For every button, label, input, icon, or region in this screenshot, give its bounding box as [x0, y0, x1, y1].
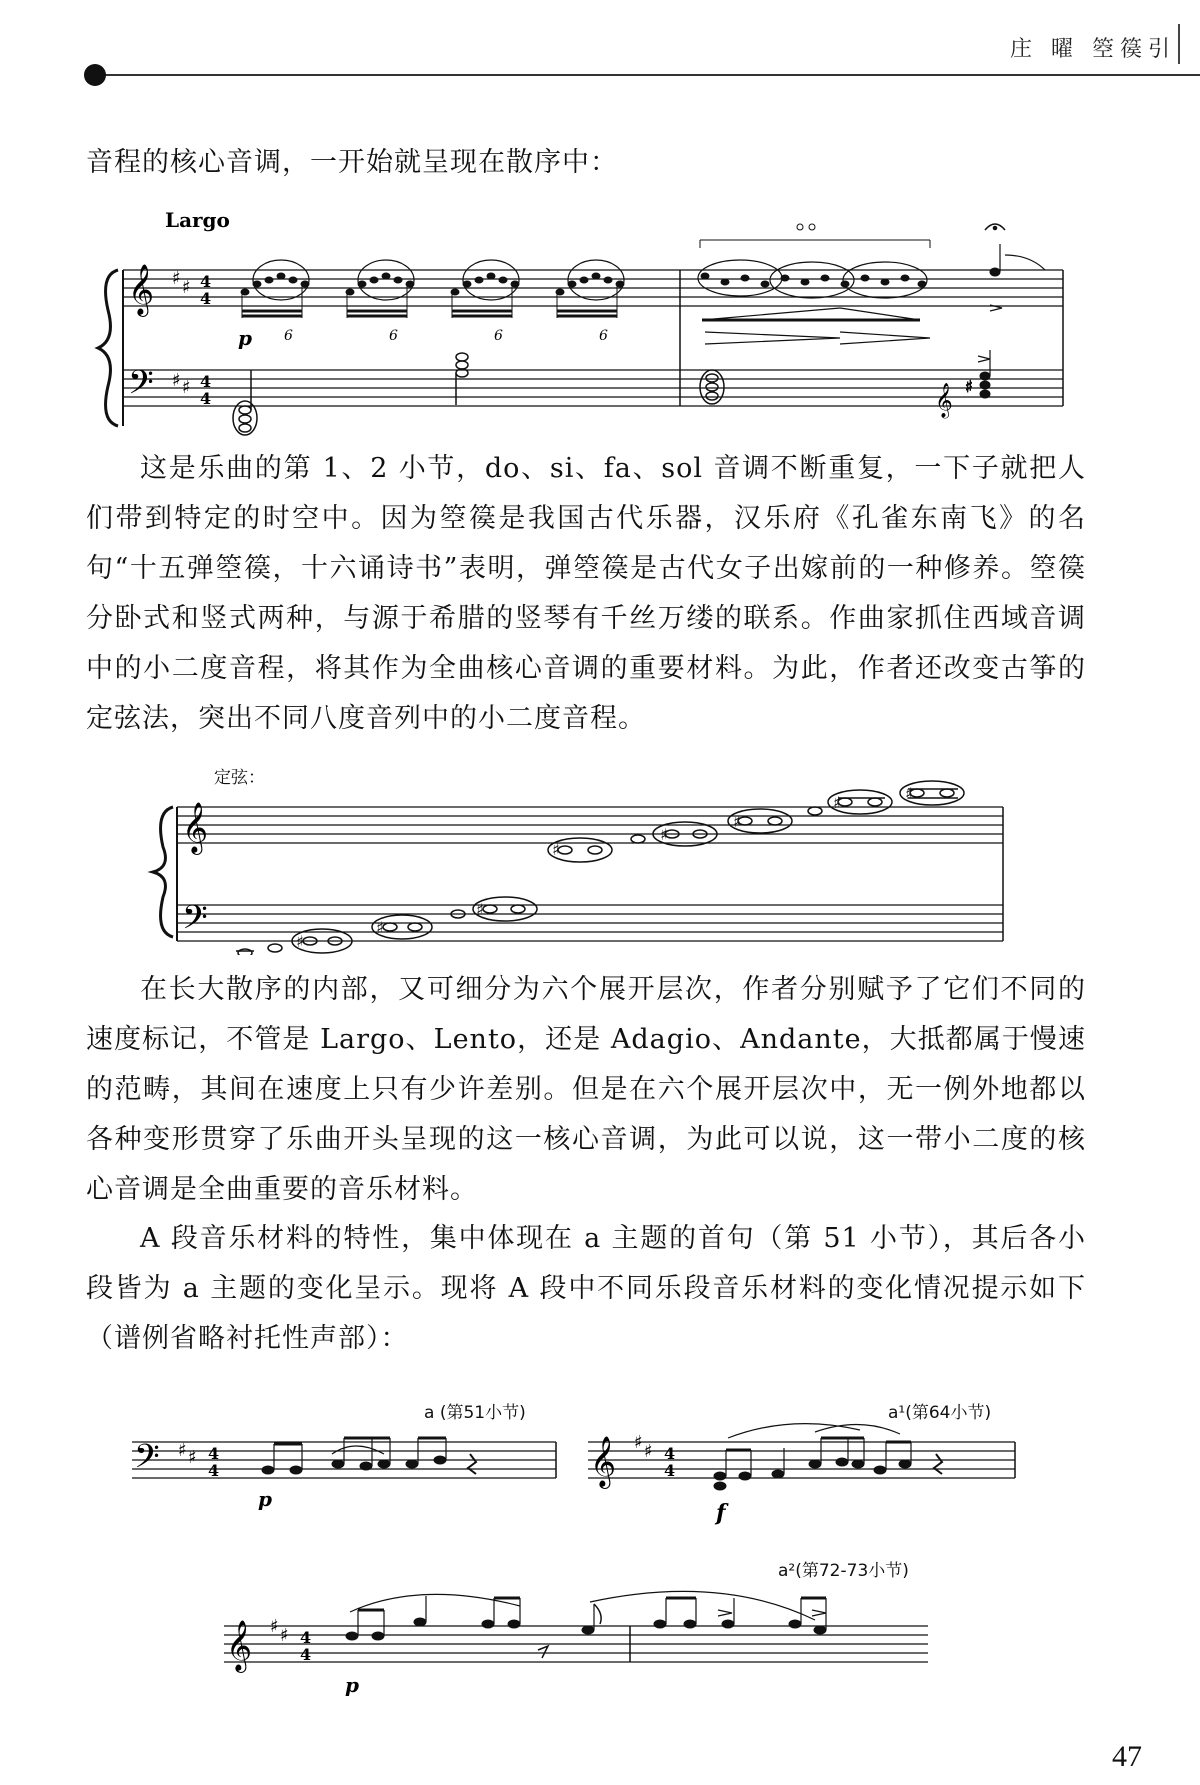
score-opening — [0, 200, 1200, 444]
tuplet-number: 6 — [284, 328, 293, 344]
svg-text:4: 4 — [200, 372, 212, 391]
paragraph-intro: 音程的核心音调，一开始就呈现在散序中： — [86, 147, 618, 178]
score-tuning — [0, 755, 1200, 959]
excerpt-a2-dynamic: p — [345, 1673, 359, 1697]
svg-text:♯: ♯ — [552, 840, 560, 859]
svg-text:♯: ♯ — [833, 793, 841, 812]
svg-text:♯: ♯ — [172, 370, 181, 391]
svg-text:♯: ♯ — [634, 1432, 643, 1453]
svg-text:4: 4 — [664, 1461, 676, 1480]
tuning-label: 定弦： — [214, 768, 265, 788]
svg-text:♯: ♯ — [644, 1441, 653, 1462]
svg-text:𝄞: 𝄞 — [935, 383, 953, 418]
svg-text:♯: ♯ — [733, 812, 741, 831]
svg-text:♯: ♯ — [905, 784, 913, 803]
dynamic-marking: p — [238, 326, 252, 350]
header-divider — [1178, 24, 1180, 64]
svg-text:♯: ♯ — [270, 1616, 279, 1637]
svg-text:♯: ♯ — [476, 900, 484, 919]
tempo-marking: Largo — [165, 208, 230, 232]
svg-text:♯: ♯ — [965, 377, 973, 396]
svg-text:♯: ♯ — [182, 377, 191, 398]
svg-text:♯: ♯ — [182, 277, 191, 298]
svg-text:♯: ♯ — [280, 1625, 289, 1646]
svg-text:4: 4 — [300, 1645, 312, 1664]
score-a2-excerpt — [0, 1580, 1200, 1704]
svg-text:𝄞: 𝄞 — [226, 1620, 253, 1671]
excerpt-a1-label: a¹(第64小节) — [888, 1403, 992, 1423]
excerpt-a2-label: a²(第72-73小节) — [778, 1561, 909, 1581]
header-bullet — [84, 64, 106, 86]
tuplet-number: 6 — [599, 328, 608, 344]
svg-text:♯: ♯ — [376, 918, 384, 937]
svg-text:4: 4 — [208, 1444, 220, 1463]
svg-text:𝄞: 𝄞 — [182, 802, 209, 853]
page-number: 47 — [1112, 1740, 1142, 1773]
svg-text:𝄢: 𝄢 — [182, 899, 208, 945]
tuplet-number: 6 — [389, 328, 398, 344]
svg-text:4: 4 — [664, 1444, 676, 1463]
svg-text:4: 4 — [200, 389, 212, 408]
svg-text:4: 4 — [208, 1461, 220, 1480]
svg-text:♯: ♯ — [188, 1447, 197, 1468]
svg-text:4: 4 — [200, 272, 212, 291]
paragraph-a-section: A 段音乐材料的特性，集中体现在 a 主题的首句（第 51 小节），其后各小段皆为 a 主题的变化呈示。现将 A 段中不同乐段音乐材料的变化情况提示如下（谱例省略衬托性声部）： — [86, 1223, 1086, 1354]
score-a-excerpts — [0, 1420, 1200, 1544]
excerpt-a-label: a (第51小节) — [424, 1403, 526, 1423]
paragraph-sanxu-analysis: 在长大散序的内部，又可细分为六个展开层次，作者分别赋予了它们不同的速度标记，不管是 Largo、Lento，还是 Adagio、Andante，大抵都属于慢速的范畴，其间在速度上只有少许差别。但是在六个展开层次中，无一例外地都以各种变形贯穿了乐曲开头呈现的这一核心音调，为此可以说，这一带小二度的核心音调是全曲重要的音乐材料。 — [86, 974, 1086, 1205]
paragraph-opening-analysis: 这是乐曲的第 1、2 小节，do、si、fa、sol 音调不断重复，一下子就把人们带到特定的时空中。因为箜篌是我国古代乐器，汉乐府《孔雀东南飞》的名句“十五弹箜篌，十六诵诗书”表明，弹箜篌是古代女子出嫁前的一种修养。箜篌分卧式和竖式两种，与源于希腊的竖琴有千丝万缕的联系。作曲家抓住西域音调中的小二度音程，将其作为全曲核心音调的重要材料。为此，作者还改变古筝的定弦法，突出不同八度音列中的小二度音程。 — [86, 453, 1086, 734]
svg-text:♯: ♯ — [178, 1440, 187, 1461]
svg-text:4: 4 — [300, 1628, 312, 1647]
svg-text:𝄢: 𝄢 — [134, 1438, 160, 1484]
svg-text:𝄞: 𝄞 — [128, 264, 155, 315]
svg-text:4: 4 — [200, 289, 212, 308]
svg-text:♯: ♯ — [172, 268, 181, 289]
svg-text:♯: ♯ — [296, 932, 304, 951]
excerpt-a1-dynamic: f — [716, 1500, 726, 1526]
running-header — [0, 0, 1200, 80]
tuplet-number: 6 — [494, 328, 503, 344]
svg-text:𝄢: 𝄢 — [128, 364, 154, 410]
header-title: 庄 曜 箜篌引 — [1010, 37, 1176, 62]
excerpt-a-dynamic: p — [258, 1487, 272, 1511]
header-rule — [96, 74, 1200, 76]
svg-text:♯: ♯ — [660, 825, 668, 844]
svg-text:𝄞: 𝄞 — [590, 1436, 617, 1487]
